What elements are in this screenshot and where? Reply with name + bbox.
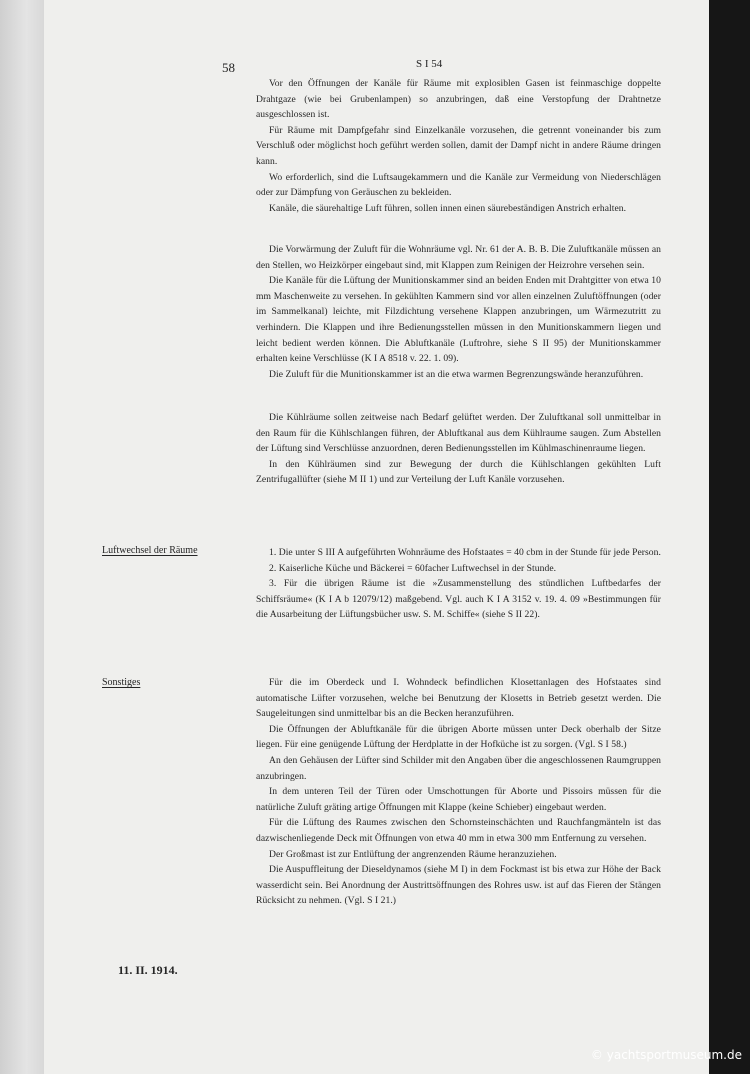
section-luftwechsel bbox=[256, 545, 661, 623]
document-reference: S I 54 bbox=[416, 58, 443, 70]
section-sonstiges bbox=[256, 675, 661, 909]
paragraph: Die Vorwärmung der Zuluft für die Wohnräume vgl. Nr. 61 der A. B. B. Die Zuluftkanäle müssen an den Stellen, wo Heizkörper eingebaut sind, mit Klappen zum Reinigen der Heizrohre versehen sein. bbox=[256, 244, 661, 271]
paragraph: In den Kühlräumen sind zur Bewegung der durch die Kühlschlangen gekühlten Luft Zentrifugallüfter (siehe M II 1) und zur Verteilung der Luft Kanäle vorzusehen. bbox=[256, 458, 661, 486]
paragraph: Der Großmast ist zur Entlüftung der angrenzenden Räume heranzuziehen. bbox=[269, 848, 557, 860]
paragraph: Die Kühlräume sollen zeitweise nach Bedarf gelüftet werden. Der Zuluftkanal soll unmittelbar in den Raum für die Kühlschlangen führen, der Abluftkanal aus dem Kühlraume saugen. Zum Abstellen der Lüftung sind Verschlüsse anzuordnen, deren Bedienungsstellen im Kühlmaschinenraume liegen. bbox=[256, 412, 661, 455]
paragraph: Für die Lüftung des Raumes zwischen den Schornsteinschächten und Rauchfangmänteln ist das dazwischenliegende Deck mit Öffnungen von etwa 40 mm in etwa 300 mm Entfernung zu versehen. bbox=[256, 817, 661, 844]
document-date: 11. II. 1914. bbox=[118, 963, 178, 977]
side-label-sonstiges: Sonstiges bbox=[102, 677, 141, 688]
paragraph: Wo erforderlich, sind die Luftsaugekammern und die Kanäle zur Vermeidung von Niederschlägen oder zur Dämpfung von Geräuschen zu bekleiden. bbox=[256, 171, 661, 199]
side-label-luftwechsel: Luftwechsel der Räume bbox=[102, 545, 198, 556]
paragraph: Für Räume mit Dampfgefahr sind Einzelkanäle vorzusehen, die getrennt voneinander bis zum Verschluß oder möglichst hoch geführt werden sollen, damit der Dampf nicht in andere Räume dringen kann. bbox=[256, 124, 661, 167]
scan-right-edge bbox=[709, 0, 750, 1074]
scan-left-margin bbox=[0, 0, 44, 1074]
paragraph: 2. Kaiserliche Küche und Bäckerei = 60facher Luftwechsel in der Stunde. bbox=[269, 562, 557, 574]
paragraph: 1. Die unter S III A aufgeführten Wohnräume des Hofstaates = 40 cbm in der Stunde für jede Person. bbox=[269, 547, 661, 558]
watermark: © yachtsportmuseum.de bbox=[590, 1048, 742, 1062]
paragraph: An den Gehäusen der Lüfter sind Schilder mit den Angaben über die angeschlossenen Raumgruppen anzubringen. bbox=[256, 754, 661, 782]
paragraph: In dem unteren Teil der Türen oder Umschottungen für Aborte und Pissoirs müssen für die natürliche Zuluft gräting artige Öffnungen mit Klappe (keine Schieber) eingebaut werden. bbox=[256, 786, 661, 813]
paragraph: Die Zuluft für die Munitionskammer ist an die etwa warmen Begrenzungswände heranzuführen. bbox=[269, 368, 644, 380]
paragraph: Die Auspuffleitung der Dieseldynamos (siehe M I) in dem Fockmast ist bis etwa zur Höhe der Back wasserdicht sein. Bei Anordnung der Austrittsöffnungen des Rohres usw. ist auf das Fieren der Stängen Rücksicht zu nehmen. (Vgl. S I 21.) bbox=[256, 864, 661, 907]
document-page bbox=[44, 0, 709, 1074]
paragraph: Vor den Öffnungen der Kanäle für Räume mit explosiblen Gasen ist feinmaschige doppelte Drahtgaze (wie bei Grubenlampen) so anzubringen, daß eine Verstopfung der Drahtnetze ausgeschlossen ist. bbox=[256, 78, 661, 121]
paragraph: Die Öffnungen der Abluftkanäle für die übrigen Aborte müssen unter Deck oberhalb der Sitze liegen. Für eine genügende Lüftung der Herdplatte in der Hofküche ist zu sorgen. (Vgl. S I 58.) bbox=[256, 723, 661, 751]
paragraph: Die Kanäle für die Lüftung der Munitionskammer sind an beiden Enden mit Drahtgitter von etwa 10 mm Maschenweite zu versehen. In gekühlten Kammern sind vor allen einzelnen Zuluftöffnungen (oder im Sammelkanal) leichte, mit Filzdichtung versehene Klappen anzubringen, um Wärmezutritt zu verhindern. Die Klappen und ihre Bedienungsstellen müssen in den Munitionskammern liegen und leicht bedient werden können. Die Abluftkanäle (Luftrohre, siehe S II 95) der Munitionskammer erhalten keine Verschlüsse (K I A 8518 v. 22. 1. 09). bbox=[256, 275, 661, 365]
section-kuehlraeume bbox=[256, 410, 661, 488]
paragraph: Kanäle, die säurehaltige Luft führen, sollen innen einen säurebeständigen Anstrich erhalten. bbox=[269, 202, 627, 214]
paragraph: 3. Für die übrigen Räume ist die »Zusammenstellung des stündlichen Luftbedarfes der Schiffsräume« (K I A b 12079/12) maßgebend. Vgl. auch K I A 3152 v. 19. 4. 09 »Bestimmungen für die Ausarbeitung der Lüftungsbücher usw. S. M. Schiffe« (siehe S II 22). bbox=[256, 578, 661, 621]
section-vorwaermung bbox=[256, 242, 661, 382]
paragraph: Für die im Oberdeck und I. Wohndeck befindlichen Klosettanlagen des Hofstaates sind automatische Lüfter vorzusehen, welche bei Benutzung der Klosetts in Betrieb gesetzt werden. Die Saugeleitungen sind unmittelbar bis an die Becken heranzuführen. bbox=[256, 677, 661, 720]
page-number: 58 bbox=[222, 60, 235, 75]
section-kanaele bbox=[256, 76, 661, 216]
